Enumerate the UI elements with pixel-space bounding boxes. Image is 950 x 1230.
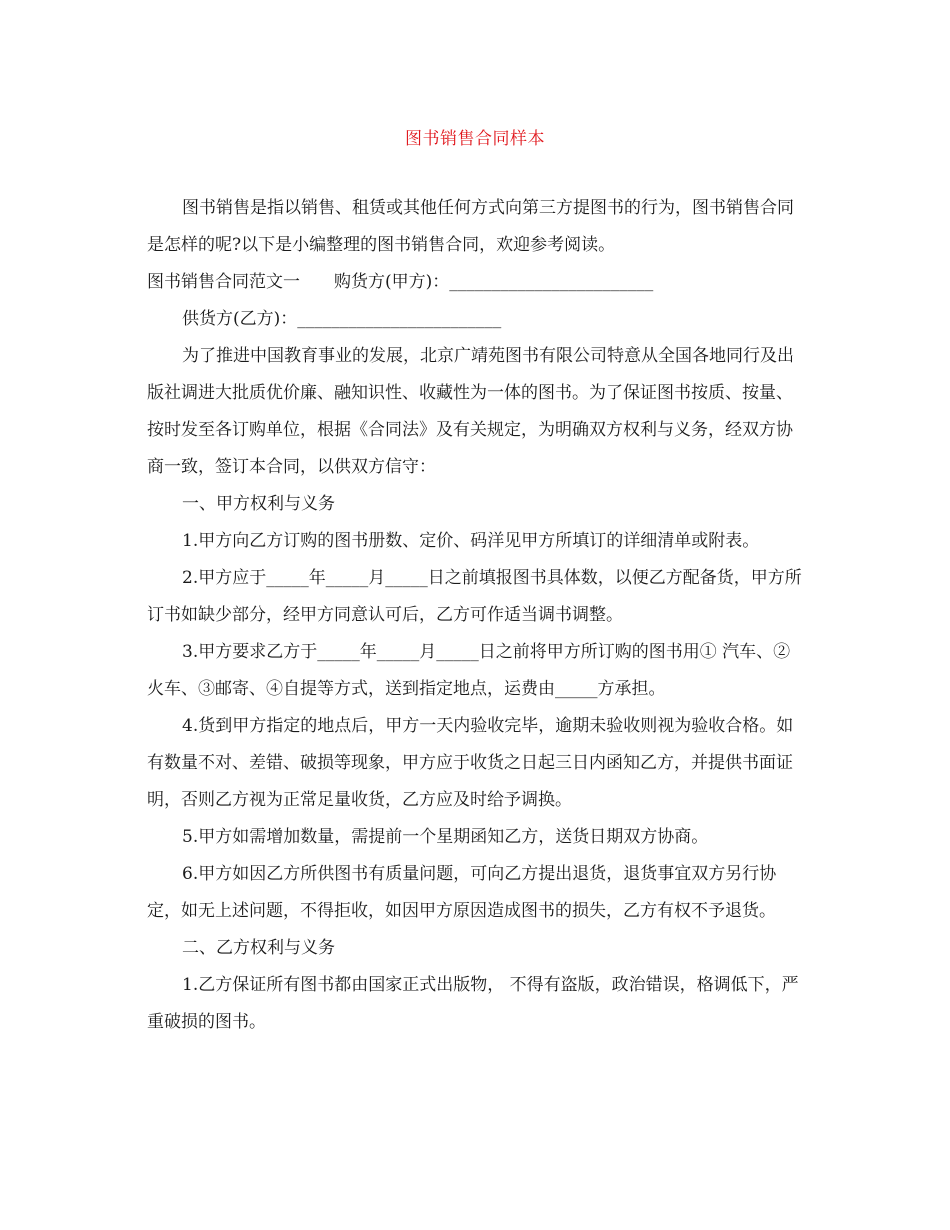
section1-item-5: 5.甲方如需增加数量，需提前一个星期函知乙方，送货日期双方协商。 — [182, 827, 709, 847]
buyer-blank: ________________________ — [449, 272, 654, 292]
section1-title: 一、甲方权利与义务 — [182, 494, 335, 514]
section1-item-2: 2.甲方应于_____年_____月_____日之前填报图书具体数，以便乙方配备货，甲方所订书如缺少部分，经甲方同意认可后，乙方可作适当调书调整。 — [147, 568, 802, 625]
sample-heading-line — [147, 264, 807, 301]
document-title: 图书销售合同样本 — [405, 129, 545, 149]
intro-paragraph: 为了推进中国教育事业的发展，北京广靖苑图书有限公司特意从全国各地同行及出版社调进大批质优价廉、融知识性、收藏性为一体的图书。为了保证图书按质、按量、按时发至各订购单位，根据《合同法》及有关规定，为明确双方权利与义务，经双方协商一致，签订本合同，以供双方信守： — [147, 346, 794, 477]
section1-item-3: 3.甲方要求乙方于_____年_____月_____日之前将甲方所订购的图书用① 汽车、②火车、③邮寄、④自提等方式，送到指定地点，运费由_____方承担。 — [147, 642, 791, 699]
section2-item-1: 1.乙方保证所有图书都由国家正式出版物， 不得有盗版，政治错误，格调低下，严重破损的图书。 — [147, 975, 799, 1032]
section1-item-4: 4.货到甲方指定的地点后，甲方一天内验收完毕，逾期未验收则视为验收合格。如有数量不对、差错、破损等现象，甲方应于收货之日起三日内函知乙方，并提供书面证明，否则乙方视为正常足量收货，乙方应及时给予调换。 — [147, 716, 794, 810]
section1-item-6: 6.甲方如因乙方所供图书有质量问题，可向乙方提出退货，退货事宜双方另行协定，如无上述问题，不得拒收，如因甲方原因造成图书的损失，乙方有权不予退货。 — [147, 864, 777, 921]
document-body — [147, 190, 807, 1041]
opening-paragraph: 图书销售是指以销售、租赁或其他任何方式向第三方提图书的行为，图书销售合同是怎样的呢?以下是小编整理的图书销售合同，欢迎参考阅读。 — [147, 198, 794, 255]
buyer-label: 购货方(甲方)： — [334, 272, 450, 292]
supplier-label: 供货方(乙方)： — [182, 309, 298, 329]
supplier-blank: ________________________ — [297, 309, 502, 329]
section2-title: 二、乙方权利与义务 — [182, 938, 335, 958]
section1-item-1: 1.甲方向乙方订购的图书册数、定价、码洋见甲方所填订的详细清单或附表。 — [182, 531, 760, 551]
supplier-line — [147, 301, 807, 338]
sample-heading: 图书销售合同范文一 — [147, 272, 300, 292]
